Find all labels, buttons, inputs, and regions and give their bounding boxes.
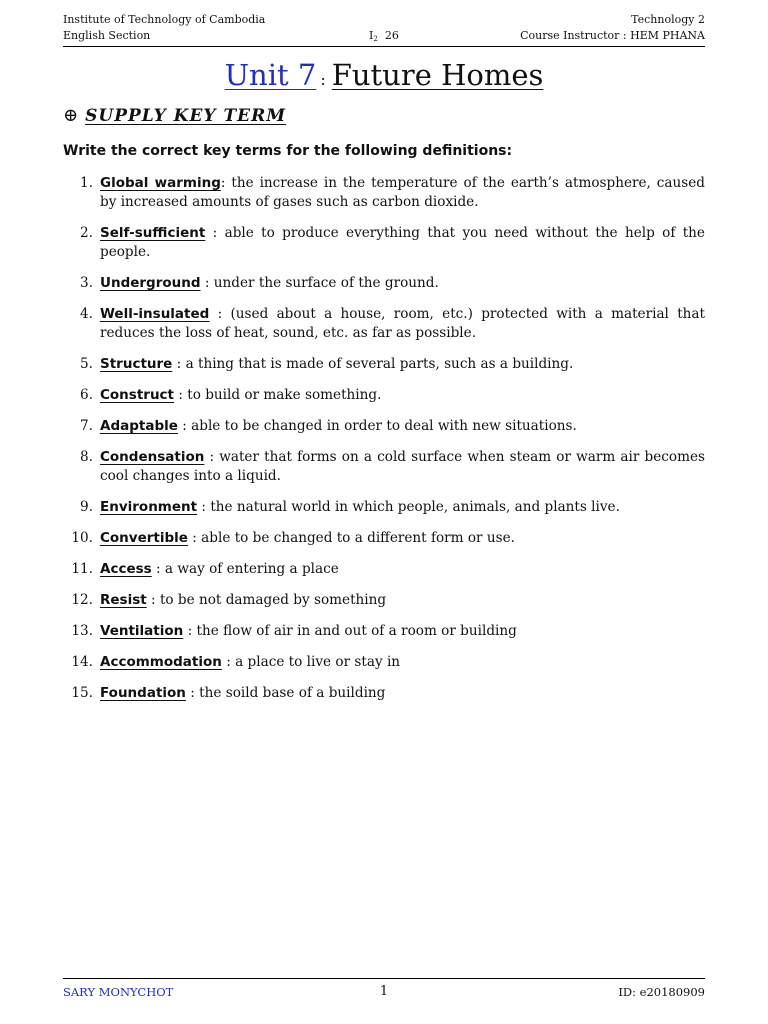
list-item [0,653,705,672]
term-separator: : [172,356,182,372]
term-separator: : [204,449,215,465]
list-item [0,684,705,703]
key-term: Underground [100,275,201,291]
term-definition: the flow of air in and out of a room or building [196,623,517,639]
item-number: 8. [80,449,93,465]
term-definition: the soild base of a building [199,685,386,701]
item-number: 3. [80,275,93,291]
key-term: Foundation [100,685,186,701]
list-item [0,529,705,548]
item-number: 15. [71,685,93,701]
list-item [0,622,705,641]
term-separator: : [185,685,195,701]
institute-name: Institute of Technology of Cambodia [63,13,266,26]
term-definition: able to be changed to a different form or use. [201,530,515,546]
section-title: SUPPLY KEY TERM [85,106,287,126]
item-number: 11. [71,561,93,577]
key-term: Global warming [100,175,221,191]
item-number: 12. [71,592,93,608]
list-item [0,417,705,436]
term-definition: a thing that is made of several parts, such as a building. [185,356,574,372]
footer-rule [63,978,705,979]
list-item [0,386,705,405]
list-item [0,560,705,579]
term-separator: : [187,530,197,546]
key-term: Adaptable [100,418,178,434]
key-term: Structure [100,356,173,372]
item-number: 7. [80,418,93,434]
term-separator: : [221,654,231,670]
section-name: English Section [63,29,151,42]
page-title [0,58,768,92]
student-id: ID: e20180909 [618,985,705,999]
term-separator: : [183,623,193,639]
term-separator: : [146,592,156,608]
key-term: Convertible [100,530,188,546]
page-footer [63,985,705,1001]
key-term: Condensation [100,449,205,465]
key-term: Self-sufficient [100,225,206,241]
list-item [0,305,705,343]
list-item [0,498,705,517]
term-definition: under the surface of the ground. [213,275,439,291]
term-definition: to build or make something. [187,387,382,403]
key-term: Accommodation [100,654,222,670]
term-definition: water that forms on a cold surface when steam or warm air becomes cool changes into a liquid. [100,449,705,484]
term-separator: : [220,175,226,191]
list-item [0,355,705,374]
key-term: Ventilation [100,623,184,639]
list-item [0,224,705,262]
term-definition: the natural world in which people, animals, and plants live. [210,499,620,515]
author-name: SARY MONYCHOT [63,985,174,999]
term-definition: able to be changed in order to deal with new situations. [191,418,577,434]
list-item [0,174,705,212]
item-number: 5. [80,356,93,372]
page-header [63,12,705,44]
term-separator: : [200,275,210,291]
page-number: 1 [379,984,389,999]
term-definition: to be not damaged by something [159,592,387,608]
item-number: 2. [80,225,93,241]
term-definition: the increase in the temperature of the earth’s atmosphere, caused by increased amounts of gases such as carbon dioxide. [100,175,705,210]
item-number: 9. [80,499,93,515]
item-number: 13. [71,623,93,639]
item-number: 6. [80,387,93,403]
header-rule [63,46,705,47]
list-item [0,274,705,293]
term-definition: a place to live or stay in [235,654,401,670]
term-separator: : [205,225,218,241]
unit-label: Unit 7 [224,58,317,92]
instructor-name: Course Instructor : HEM PHANA [520,29,705,42]
term-separator: : [197,499,206,515]
term-separator: : [174,387,183,403]
term-separator: : [151,561,161,577]
instruction-text: Write the correct key terms for the following definitions: [63,143,513,159]
key-term: Access [100,561,152,577]
unit-topic: Future Homes [331,58,544,92]
term-definition: (used about a house, room, etc.) protected with a material that reduces the loss of heat, sound, etc. as far as possible. [100,306,705,341]
term-separator: : [177,418,187,434]
item-number: 10. [71,530,93,546]
key-term: Construct [100,387,175,403]
key-term: Environment [100,499,198,515]
key-term: Resist [100,592,147,608]
item-number: 4. [80,306,93,322]
item-number: 14. [71,654,93,670]
key-terms-list [0,174,705,703]
term-separator: : [209,306,223,322]
list-item [0,448,705,486]
class-code: $I_2$ 26 [369,29,399,43]
title-separator: : [320,70,326,89]
circled-plus-icon: ⊕ [63,105,80,126]
item-number: 1. [80,175,93,191]
key-term: Well-insulated [100,306,210,322]
course-name: Technology 2 [631,13,705,26]
section-heading [63,105,286,126]
term-definition: a way of entering a place [164,561,339,577]
list-item [0,591,705,610]
term-definition: able to produce everything that you need without the help of the people. [100,225,705,260]
